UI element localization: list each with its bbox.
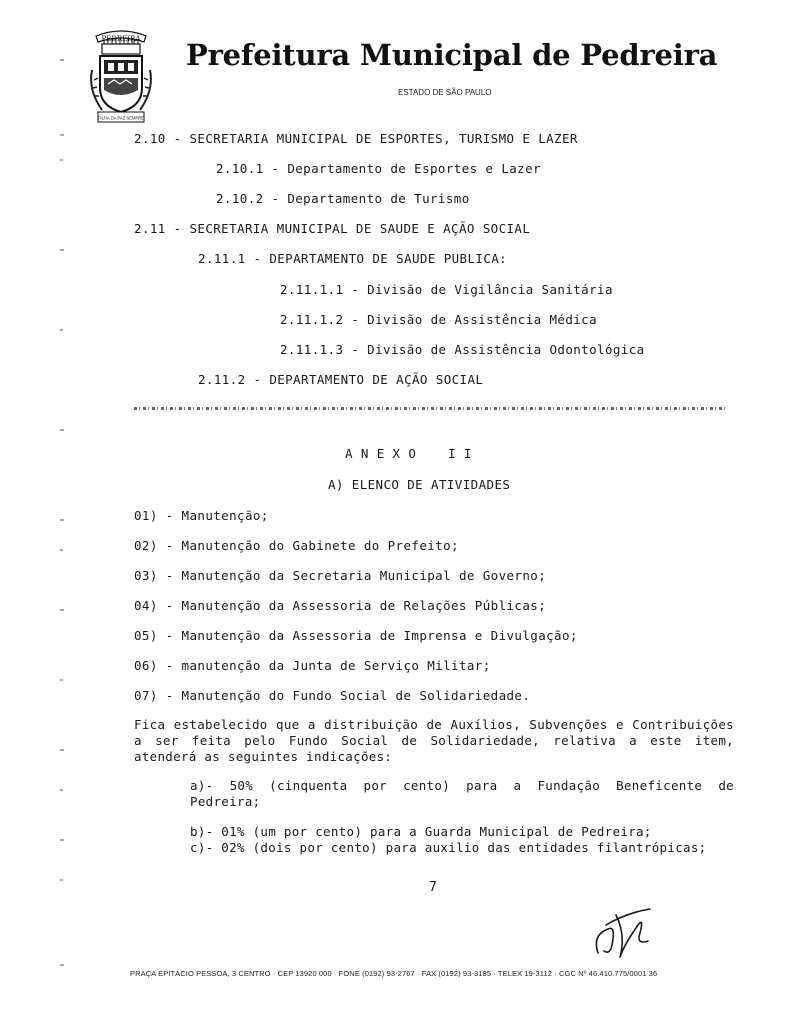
indication-c: c)- 02% (dois por cento) para auxilio das entidades filantrópicas; <box>190 840 707 855</box>
activity-02: 02) - Manutenção do Gabinete do Prefeito; <box>134 538 459 553</box>
pedreira-coat-of-arms-logo <box>88 30 154 124</box>
footer-address: PRAÇA EPITÁCIO PESSOA, 3 CENTRO · CEP 13920 000 · FONE (0192) 93-2767 · FAX (0192) 93-3185 · TELEX 19-3112 · CGC Nº 46.410.775/0001 36 <box>130 969 658 978</box>
page-number: 7 <box>429 880 437 895</box>
item-2-11-1-2: 2.11.1.2 - Divisão de Assistência Médica <box>280 312 598 327</box>
activity-03: 03) - Manutenção da Secretaria Municipal de Governo; <box>134 568 547 583</box>
item-2-10-2: 2.10.2 - Departamento de Turismo <box>216 191 470 206</box>
activity-07: 07) - Manutenção do Fundo Social de Solidariedade. <box>134 688 531 703</box>
distribution-paragraph: Fica estabelecido que a distribuição de Auxílios, Subvenções e Contribuições a ser feita pelo Fundo Social de Solidariedade, relativa a este item, atenderá as seguintes indicações: <box>134 717 734 764</box>
activity-05: 05) - Manutenção da Assessoria de Imprensa e Divulgação; <box>134 628 578 643</box>
activity-06: 06) - manutenção da Junta de Serviço Militar; <box>134 658 491 673</box>
indication-b: b)- 01% (um por cento) para a Guarda Municipal de Pedreira; <box>190 824 652 839</box>
section-divider <box>134 407 728 410</box>
section-2-11-heading: 2.11 - SECRETARIA MUNICIPAL DE SAUDE E AÇÃO SOCIAL <box>134 221 531 236</box>
item-2-10-1: 2.10.1 - Departamento de Esportes e Lazer <box>216 161 541 176</box>
scan-margin-marks <box>56 40 76 1020</box>
annex-subtitle: A) ELENCO DE ATIVIDADES <box>328 477 511 492</box>
item-2-11-2: 2.11.2 - DEPARTAMENTO DE AÇÃO SOCIAL <box>198 372 484 387</box>
section-2-10-heading: 2.10 - SECRETARIA MUNICIPAL DE ESPORTES, TURISMO E LAZER <box>134 131 578 146</box>
item-2-11-1-3: 2.11.1.3 - Divisão de Assistência Odontológica <box>280 342 645 357</box>
page-title: Prefeitura Municipal de Pedreira <box>186 38 718 72</box>
crest-text: PEDREIRA <box>101 35 141 43</box>
indication-a: a)- 50% (cinquenta por cento) para a Fundação Beneficente de Pedreira; <box>190 778 734 809</box>
annex-title: A N E X O I I <box>345 446 472 461</box>
handwritten-signature <box>586 905 656 960</box>
item-2-11-1-1: 2.11.1.1 - Divisão de Vigilância Sanitária <box>280 282 613 297</box>
item-2-11-1: 2.11.1 - DEPARTAMENTO DE SAUDE PUBLICA: <box>198 251 508 266</box>
activity-04: 04) - Manutenção da Assessoria de Relações Públicas; <box>134 598 547 613</box>
crest-motto: FILHA DA PAZ SEMPRE <box>97 115 145 121</box>
state-subtitle: ESTADO DE SÃO PAULO <box>398 88 492 97</box>
activity-01: 01) - Manutenção; <box>134 508 269 523</box>
